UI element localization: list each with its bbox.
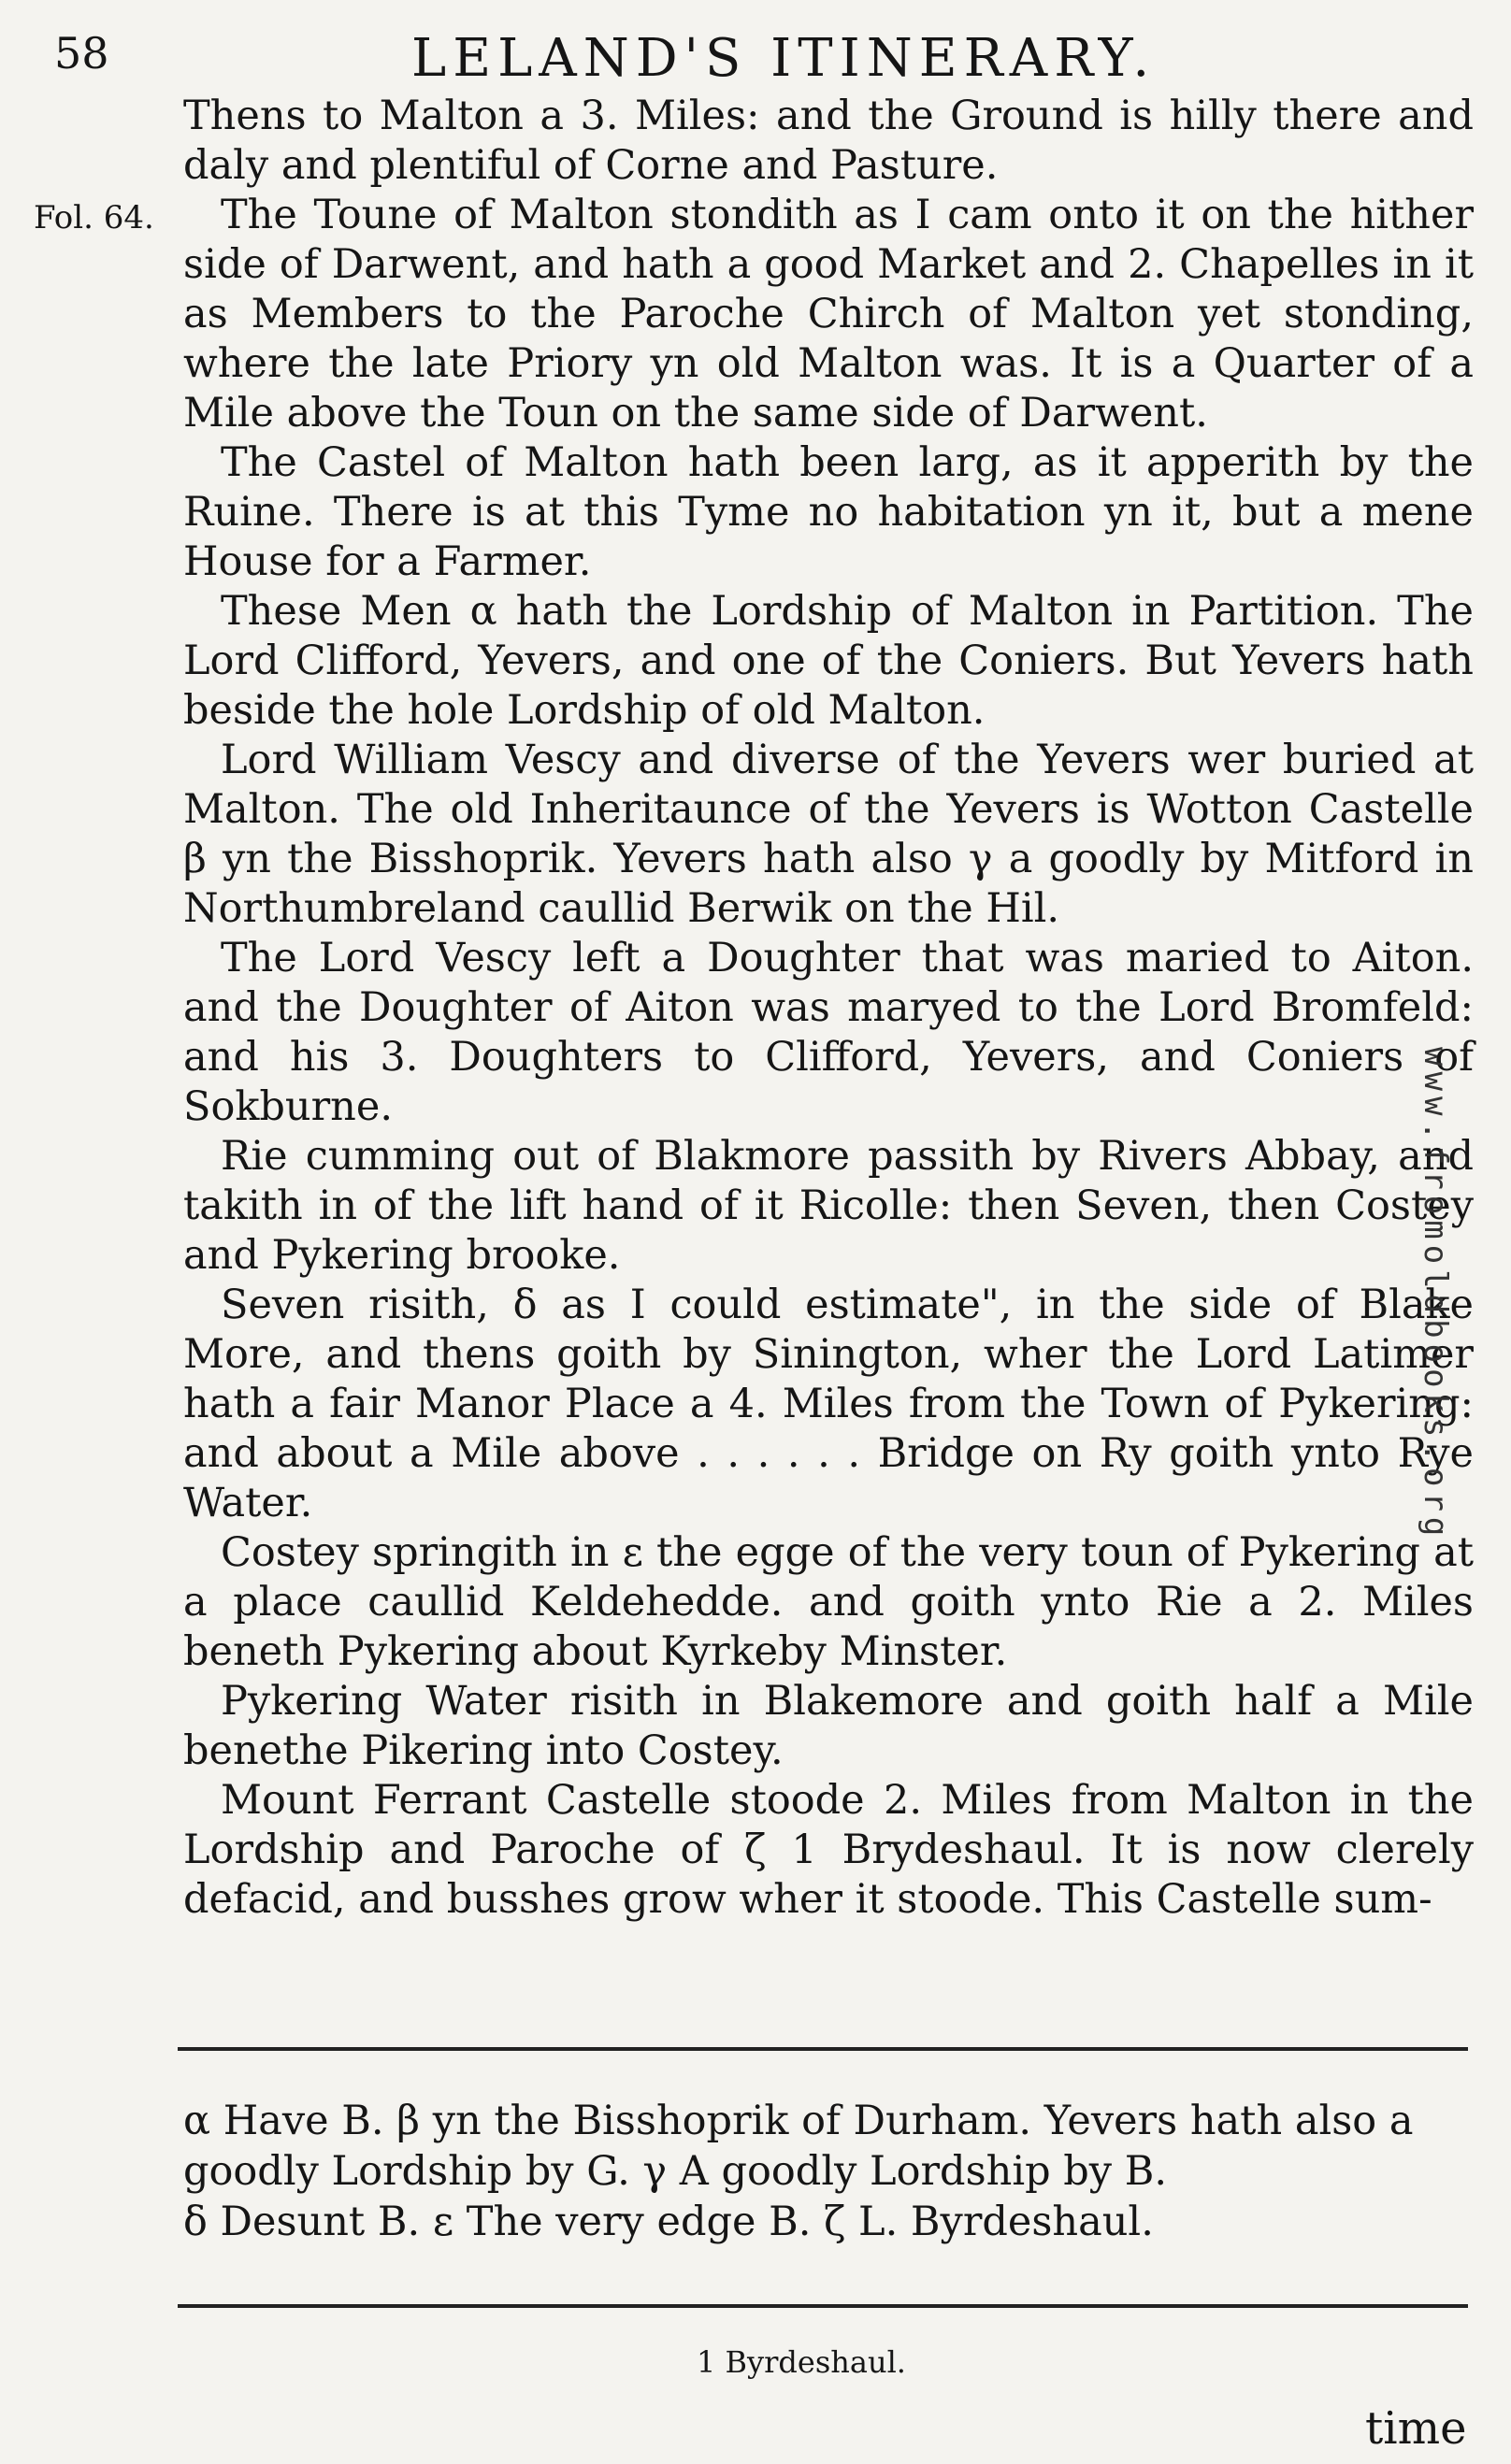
paragraph: Lord William Vescy and diverse of the Yevers wer buried at Malton. The old Inheritaunce of the Yevers is Wotton Castelle β yn the Bisshoprik. Yevers hath also γ a goodly by Mitford in Northumbreland caullid Berwik on the Hil. <box>183 737 1474 932</box>
subnote: 1 Byrdeshaul. <box>697 2344 906 2380</box>
footnote-line: δ Desunt B. ε The very edge B. ζ L. Byrdeshaul. <box>183 2199 1154 2245</box>
footnote-line: α Have B. β yn the Bisshoprik of Durham. Yevers hath also a goodly Lordship by G. γ A goodly Lordship by B. <box>183 2098 1414 2195</box>
footnote-rule-bottom <box>178 2304 1468 2308</box>
footnotes <box>183 2096 1464 2247</box>
paragraph: These Men α hath the Lordship of Malton in Partition. The Lord Clifford, Yevers, and one of the Coniers. But Yevers hath beside the hole Lordship of old Malton. <box>183 588 1474 734</box>
paragraph: Rie cumming out of Blakmore passith by Rivers Abbay, and takith in of the lift hand of it Ricolle: then Seven, then Costey and Pykering brooke. <box>183 1133 1474 1279</box>
running-head: LELAND'S ITINERARY. <box>411 28 1157 89</box>
page-number: 58 <box>54 28 109 79</box>
footnote-rule-top <box>178 2047 1468 2051</box>
margin-note: Fol. 64. <box>34 199 154 236</box>
paragraph: Pykering Water risith in Blakemore and goith half a Mile benethe Pikering into Costey. <box>183 1678 1474 1774</box>
body-text <box>183 92 1474 1925</box>
paragraph: The Castel of Malton hath been larg, as it apperith by the Ruine. There is at this Tyme no habitation yn it, but a mene House for a Farmer. <box>183 439 1474 585</box>
paragraph: The Lord Vescy left a Doughter that was maried to Aiton. and the Doughter of Aiton was maryed to the Lord Bromfeld: and his 3. Doughters to Clifford, Yevers, and Coniers of Sokburne. <box>183 935 1474 1130</box>
paragraph: Mount Ferrant Castelle stoode 2. Miles from Malton in the Lordship and Paroche of ζ 1 Brydeshaul. It is now clerely defacid, and busshes grow wher it stoode. This Castelle sum- <box>183 1777 1474 1923</box>
watermark-text: www.fromoldbooks.org <box>1417 1047 1454 1542</box>
paragraph: Seven risith, δ as I could estimate", in the side of Blake More, and thens goith by Sinington, wher the Lord Latimer hath a fair Manor Place a 4. Miles from the Town of Pykering: and about a Mile above . . . . . . Bridge on Ry goith ynto Rye Water. <box>183 1282 1474 1526</box>
paragraph: The Toune of Malton stondith as I cam onto it on the hither side of Darwent, and hath a good Market and 2. Chapelles in it as Members to the Paroche Chirch of Malton yet stonding, where the late Priory yn old Malton was. It is a Quarter of a Mile above the Toun on the same side of Darwent. <box>183 192 1474 437</box>
paragraph: Thens to Malton a 3. Miles: and the Ground is hilly there and daly and plentiful of Corne and Pasture. <box>183 93 1474 189</box>
paragraph: Costey springith in ε the egge of the very toun of Pykering at a place caullid Keldehedde. and goith ynto Rie a 2. Miles beneth Pykering about Kyrkeby Minster. <box>183 1529 1474 1675</box>
catchword: time <box>1365 2402 1467 2455</box>
